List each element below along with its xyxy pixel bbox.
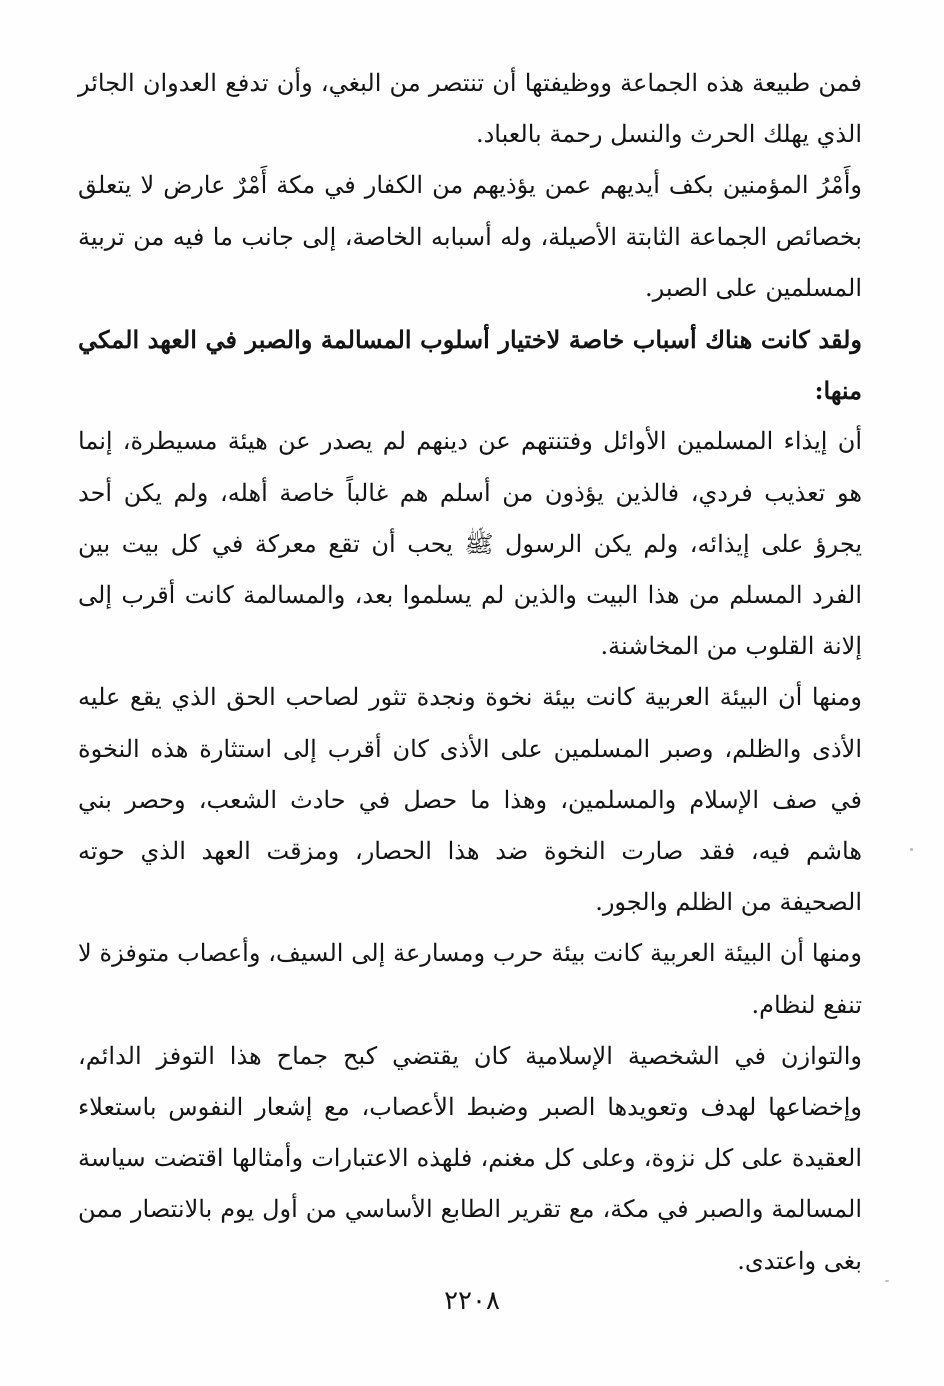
- body-text: [78, 58, 862, 1287]
- paragraph-2: وأَمْرُ المؤمنين بكف أيديهم عمن يؤذيهم من الكفار في مكة أَمْرٌ عارض لا يتعلق بخصائص الجماعة الثابتة الأصيلة، وله أسبابه الخاصة، إلى جانب ما فيه من تربية المسلمين على الصبر.: [78, 171, 862, 302]
- page-number: ٢٢٠٨: [444, 1286, 500, 1316]
- bold-heading-paragraph: ولقد كانت هناك أسباب خاصة لاختيار أسلوب المسالمة والصبر في العهد المكي منها:: [78, 325, 862, 406]
- scan-speck: [885, 1280, 889, 1282]
- scan-speck: [910, 848, 913, 851]
- paragraph-7: والتوازن في الشخصية الإسلامية كان يقتضي كبح جماح هذا التوفز الدائم، وإخضاعها لهدف وتعويدها الصبر وضبط الأعصاب، مع إشعار النفوس باستعلاء العقيدة على كل نزوة، وعلى كل مغنم، فلهذه الاعتبارات وأمثالها اقتضت سياسة المسالمة والصبر في مكة، مع تقرير الطابع الأساسي من أول يوم بالانتصار ممن بغى واعتدى.: [78, 1041, 862, 1275]
- paragraph-4: أن إيذاء المسلمين الأوائل وفتنتهم عن دينهم لم يصدر عن هيئة مسيطرة، إنما هو تعذيب فردي، فالذين يؤذون من أسلم هم غالباً خاصة أهله، ولم يكن أحد يجرؤ على إيذائه، ولم يكن الرسول ﷺ يحب أن تقع معركة في كل بيت بين الفرد المسلم من هذا البيت والذين لم يسلموا بعد، والمسالمة كانت أقرب إلى إلانة القلوب من المخاشنة.: [78, 427, 862, 661]
- paragraph-5: ومنها أن البيئة العربية كانت بيئة نخوة ونجدة تثور لصاحب الحق الذي يقع عليه الأذى والظلم، وصبر المسلمين على الأذى كان أقرب إلى استثارة هذه النخوة في صف الإسلام والمسلمين، وهذا ما حصل في حادث الشعب، وحصر بني هاشم فيه، فقد صارت النخوة ضد هذا الحصار، ومزقت العهد الذي حوته الصحيفة من الظلم والجور.: [78, 683, 862, 917]
- paragraph-1: فمن طبيعة هذه الجماعة ووظيفتها أن تنتصر من البغي، وأن تدفع العدوان الجائر الذي يهلك الحرث والنسل رحمة بالعباد.: [78, 69, 862, 149]
- paragraph-6: ومنها أن البيئة العربية كانت بيئة حرب ومسارعة إلى السيف، وأعصاب متوفزة لا تنفع لنظام.: [78, 939, 862, 1019]
